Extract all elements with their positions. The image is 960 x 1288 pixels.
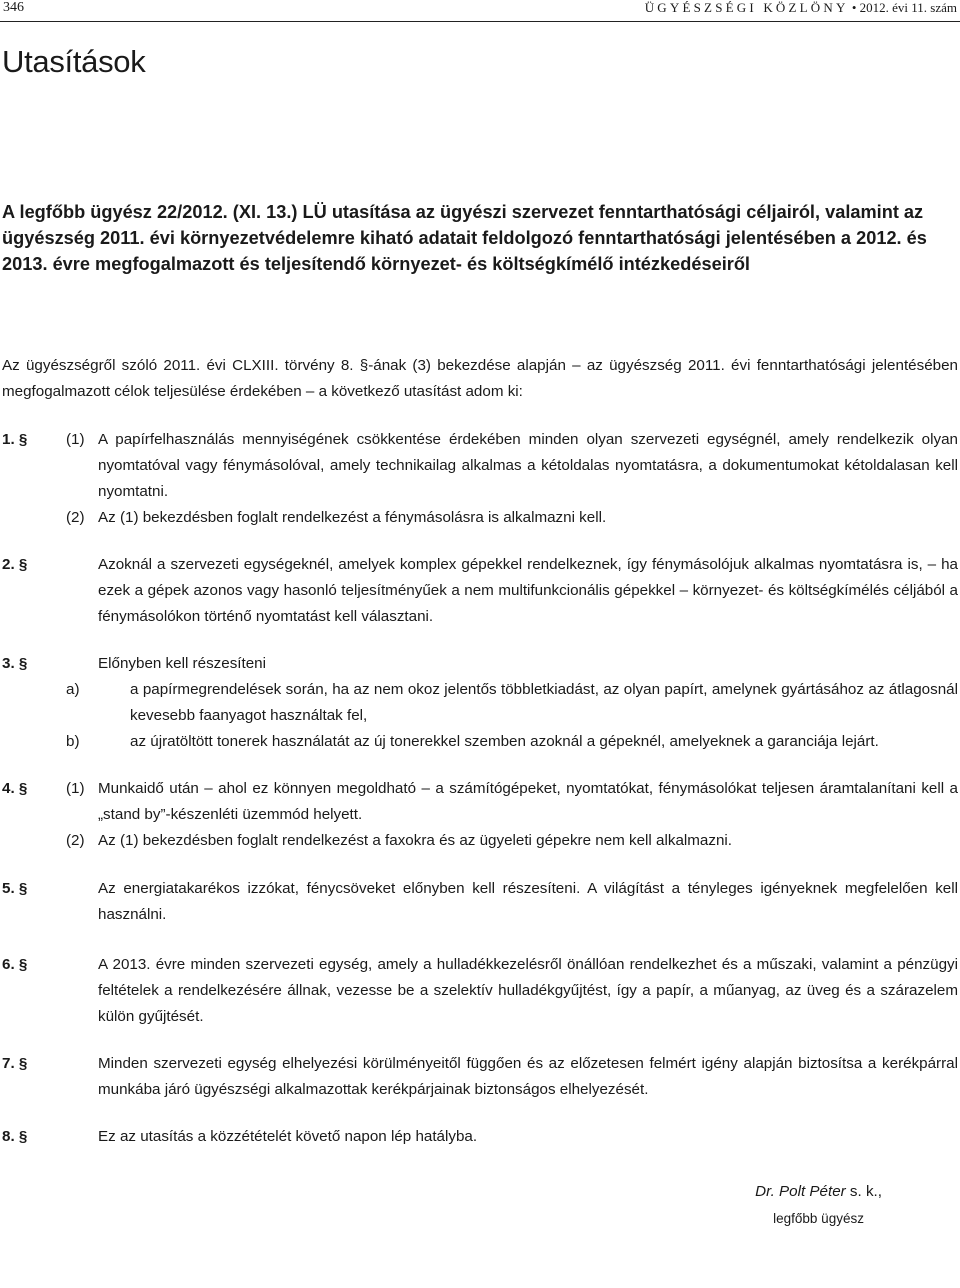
section-number: 2. § xyxy=(2,556,28,573)
paragraph-text: A papírfelhasználás mennyiségének csökkentése érdekében minden olyan szervezeti egységnél, amely rendelkezik olyan nyomtatóval vagy fénymásolóval, amely technikailag alkalmas a kétoldalas nyomtatásra, a dokumentumokat kétoldalasan kell nyomtatni. xyxy=(98,431,958,500)
section-title: Utasítások xyxy=(2,44,146,79)
section-5 xyxy=(0,876,960,928)
section-number: 6. § xyxy=(2,956,28,973)
section-3 xyxy=(0,651,960,755)
signatory xyxy=(755,1181,882,1203)
paragraph-number: (1) xyxy=(66,780,85,797)
section-number: 8. § xyxy=(2,1128,28,1145)
section-number: 7. § xyxy=(2,1055,28,1072)
section-number: 3. § xyxy=(2,655,28,672)
section-number: 5. § xyxy=(2,880,28,897)
journal-issue xyxy=(645,0,957,16)
paragraph xyxy=(0,828,960,854)
paragraph-number: (2) xyxy=(66,509,85,526)
section-4 xyxy=(0,776,960,854)
item-letter: b) xyxy=(66,733,80,750)
section-6 xyxy=(0,952,960,1030)
paragraph xyxy=(0,505,960,531)
section-number: 4. § xyxy=(2,780,28,797)
page-number: 346 xyxy=(3,0,24,15)
header-bullet: • xyxy=(851,0,857,15)
section-text: Azoknál a szervezeti egységeknél, amelyek komplex gépekkel rendelkeznek, így fénymásolójuk alkalmas nyomtatásra is, – ha ezek a gépek azonos vagy hasonló teljesítményűek a nem multifunkcionális gépekkel – környezet- és költségkímélés céljából a fénymásolókon történő nyomtatást kell választani. xyxy=(98,556,958,625)
preamble: Az ügyészségről szóló 2011. évi CLXIII. törvény 8. §-ának (3) bekezdése alapján – az ügyészség 2011. évi fenntarthatósági jelentésében megfogalmazott célok teljesülése érdekében – a következő utasítást adom ki: xyxy=(2,357,958,400)
paragraph-text: Munkaidő után – ahol ez könnyen megoldható – a számítógépeket, nyomtatókat, fénymásolókat teljesen áramtalanítani kell a „stand by”-készenléti üzemmód helyett. xyxy=(98,780,958,823)
paragraph-number: (1) xyxy=(66,431,85,448)
section-intro: Előnyben kell részesíteni xyxy=(98,655,266,672)
paragraph xyxy=(0,776,960,828)
paragraph xyxy=(0,427,960,505)
item-letter: a) xyxy=(66,681,80,698)
section-number: 1. § xyxy=(2,431,28,448)
journal-name: ÜGYÉSZSÉGI KÖZLÖNY xyxy=(644,0,849,15)
item-text: a papírmegrendelések során, ha az nem okoz jelentős többletkiadást, az olyan papírt, amelynek gyártásához az átlagosnál kevesebb faanyagot használtak fel, xyxy=(130,681,958,724)
list-item xyxy=(0,729,960,755)
item-text: az újratöltött tonerek használatát az új tonerekkel szemben azoknál a gépeknél, amelyeknek a garanciája lejárt. xyxy=(130,733,879,750)
section-8 xyxy=(0,1124,960,1150)
signatory-title: legfőbb ügyész xyxy=(773,1211,864,1226)
signatory-name: Dr. Polt Péter xyxy=(755,1183,846,1200)
section-1 xyxy=(0,427,960,531)
running-header xyxy=(0,0,960,22)
paragraph-number: (2) xyxy=(66,832,85,849)
section-2 xyxy=(0,552,960,630)
document-title: A legfőbb ügyész 22/2012. (XI. 13.) LÜ utasítása az ügyészi szervezet fenntarthatósági céljairól, valamint az ügyészség 2011. évi környezetvédelemre kiható adatait feldolgozó fenntarthatósági jelentésében a 2012. és 2013. évre megfogalmazott és teljesítendő környezet- és költségkímélő intézkedéseiről xyxy=(2,202,927,274)
signatory-suffix: s. k., xyxy=(845,1183,882,1200)
list-item xyxy=(0,677,960,729)
section-text: Az energiatakarékos izzókat, fénycsöveket előnyben kell részesíteni. A világítást a tényleges igényeknek megfelelően kell használni. xyxy=(98,880,958,923)
issue-label: 2012. évi 11. szám xyxy=(859,0,957,15)
header-rule xyxy=(0,21,960,22)
signature-block xyxy=(755,1181,882,1230)
paragraph-text: Az (1) bekezdésben foglalt rendelkezést a faxokra és az ügyeleti gépekre nem kell alkalmazni. xyxy=(98,832,732,849)
section-text: A 2013. évre minden szervezeti egység, amely a hulladékkezelésről önállóan rendelkezhet és a műszaki, valamint a pénzügyi feltételek a rendelkezésére állnak, vezesse be a szelektív hulladékgyűjtést, így a papír, a műanyag, az üveg és a szárazelem külön gyűjtését. xyxy=(98,956,958,1025)
section-text: Ez az utasítás a közzétételét követő napon lép hatályba. xyxy=(98,1128,478,1145)
section-7 xyxy=(0,1051,960,1103)
section-text: Minden szervezeti egység elhelyezési körülményeitől függően és az előzetesen felmért igény alapján biztosítsa a kerékpárral munkába járó ügyészségi alkalmazottak kerékpárjainak biztonságos elhelyezését. xyxy=(98,1055,958,1098)
paragraph-text: Az (1) bekezdésben foglalt rendelkezést a fénymásolásra is alkalmazni kell. xyxy=(98,509,607,526)
